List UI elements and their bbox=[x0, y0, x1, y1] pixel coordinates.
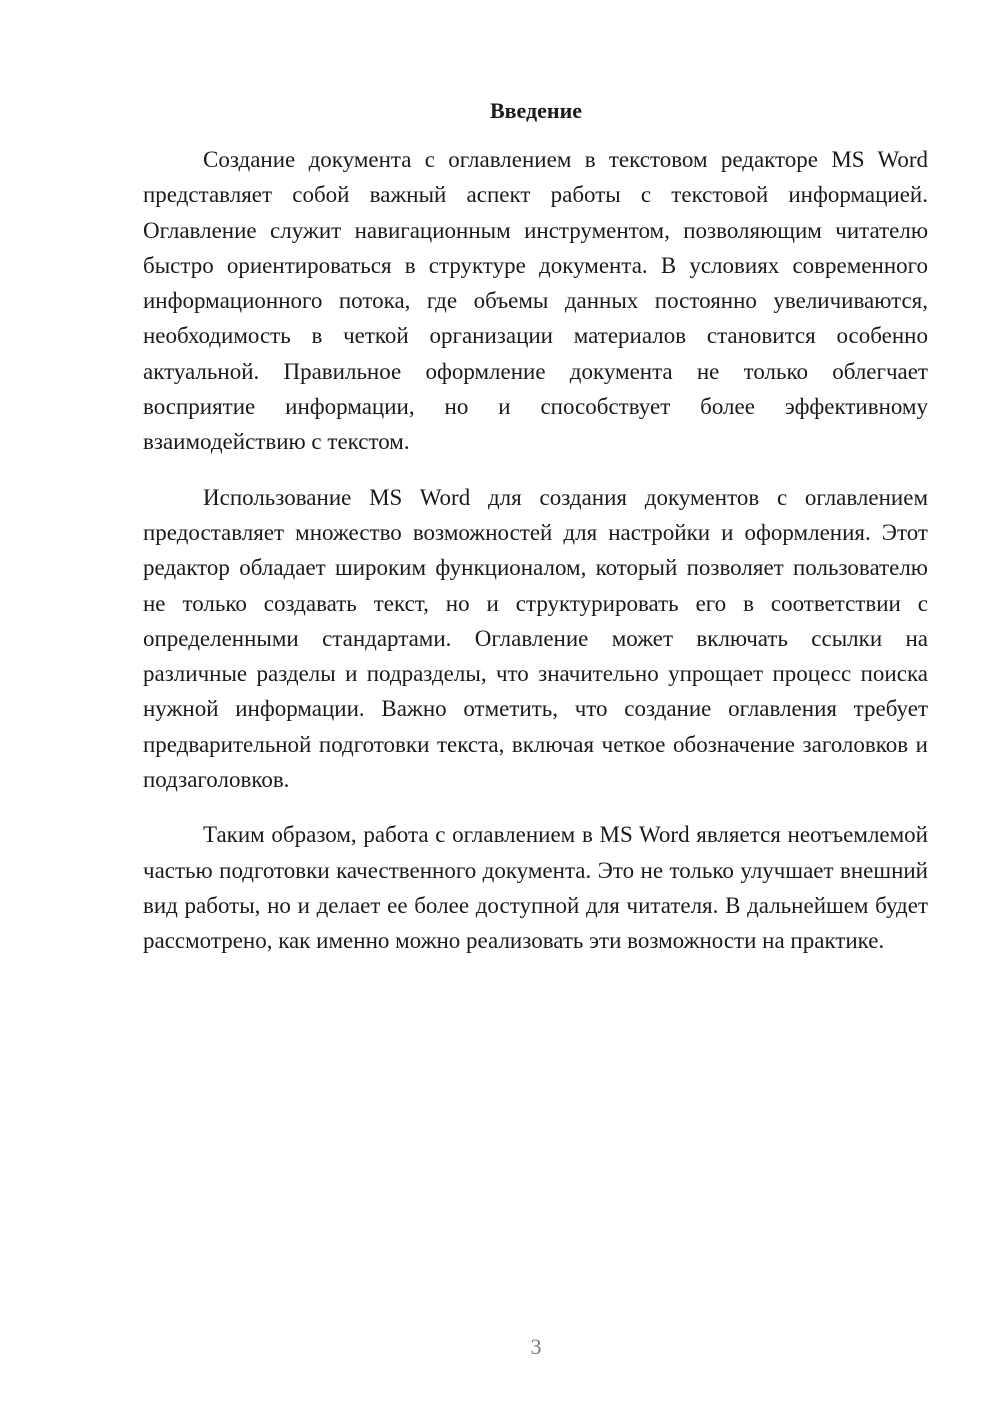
page-number: 3 bbox=[530, 1334, 542, 1359]
body-text bbox=[143, 142, 928, 979]
paragraph-3: Таким образом, работа с оглавлением в MS Word является неотъемлемой частью подготовки качественного документа. Это не только улучшает внешний вид работы, но и делает ее более доступной для читателя. В дальнейшем будет рассмотрено, как именно можно реализовать эти возможности на практике. bbox=[143, 822, 928, 954]
paragraph-1: Создание документа с оглавлением в текстовом редакторе MS Word представляет собой важный аспект работы с текстовой информацией. Оглавление служит навигационным инструментом, позволяющим читателю быстро ориентироваться в структуре документа. В условиях современного информационного потока, где объемы данных постоянно увеличиваются, необходимость в четкой организации материалов становится особенно актуальной. Правильное оформление документа не только облегчает восприятие информации, но и способствует более эффективному взаимодействию с текстом. bbox=[143, 147, 928, 455]
paragraph-2: Использование MS Word для создания документов с оглавлением предоставляет множество возможностей для настройки и оформления. Этот редактор обладает широким функционалом, который позволяет пользователю не только создавать текст, но и структурировать его в соответствии с определенными стандартами. Оглавление может включать ссылки на различные разделы и подразделы, что значительно упрощает процесс поиска нужной информации. Важно отметить, что создание оглавления требует предварительной подготовки текста, включая четкое обозначение заголовков и подзаголовков. bbox=[143, 484, 928, 793]
section-heading: Введение bbox=[489, 98, 583, 123]
